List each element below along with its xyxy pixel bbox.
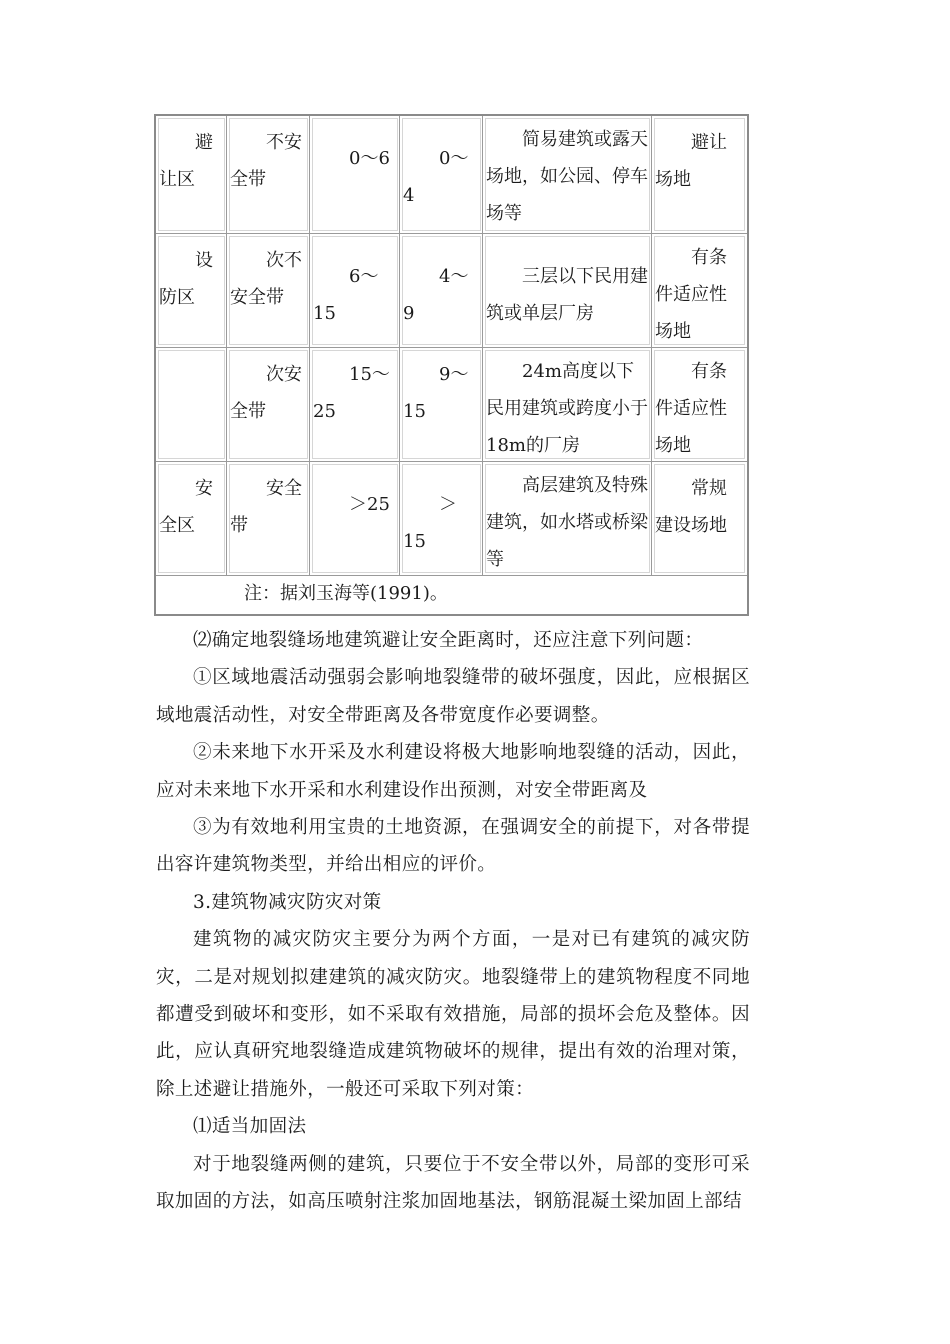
table-cell-zone: 避让区 — [156, 116, 227, 233]
table-cell-building-type: 24m高度以下民用建筑或跨度小于18m的厂房 — [483, 348, 652, 461]
paragraph: ①区域地震活动强弱会影响地裂缝带的破坏强度，因此，应根据区域地震活动性，对安全带距离及各带宽度作必要调整。 — [156, 667, 750, 726]
paragraph: ③为有效地利用宝贵的土地资源，在强调安全的前提下，对各带提出容许建筑物类型，并给出相应的评价。 — [156, 817, 750, 876]
table-cell-building-type: 简易建筑或露天场地，如公园、停车场等 — [483, 116, 652, 233]
table-cell-site-class: 常规建设场地 — [652, 462, 747, 575]
table-cell-belt: 次安全带 — [227, 348, 310, 461]
table-cell-distance-main: 6～15 — [310, 234, 400, 347]
table-cell-belt: 不安全带 — [227, 116, 310, 233]
table-row — [156, 348, 747, 462]
table-cell-distance-main: 0～6 — [310, 116, 400, 233]
table-note: 注：据刘玉海等(1991)。 — [244, 583, 448, 604]
table-cell-zone: 设防区 — [156, 234, 227, 347]
body-text — [156, 622, 750, 1221]
table-note-row — [156, 576, 747, 614]
table-cell-building-type: 高层建筑及特殊建筑，如水塔或桥梁等 — [483, 462, 652, 575]
paragraph: 对于地裂缝两侧的建筑，只要位于不安全带以外，局部的变形可采取加固的方法，如高压喷射注浆加固地基法，钢筋混凝土梁加固上部结 — [156, 1153, 750, 1213]
table-cell-belt: 次不安全带 — [227, 234, 310, 347]
table-cell-belt: 安全带 — [227, 462, 310, 575]
table-cell-site-class: 有条件适应性场地 — [652, 348, 747, 461]
paragraph: ⑵确定地裂缝场地建筑避让安全距离时，还应注意下列问题： — [193, 630, 704, 651]
table-cell-zone — [156, 348, 227, 461]
table-cell-distance-side: 0～4 — [400, 116, 483, 233]
table-cell-distance-side: 9～15 — [400, 348, 483, 461]
table-cell-distance-main: 15～25 — [310, 348, 400, 461]
subsection-heading: ⑴适当加固法 — [193, 1116, 307, 1138]
paragraph: ②未来地下水开采及水利建设将极大地影响地裂缝的活动，因此，应对未来地下水开采和水利建设作出预测，对安全带距离及 — [156, 742, 750, 801]
section-heading: 3.建筑物减灾防灾对策 — [193, 891, 382, 913]
table-cell-distance-side: ＞15 — [400, 462, 483, 575]
zoning-table — [154, 114, 749, 616]
table-row — [156, 462, 747, 576]
table-cell-distance-main: ＞25 — [310, 462, 400, 575]
paragraph: 建筑物的减灾防灾主要分为两个方面，一是对已有建筑的减灾防灾，二是对规划拟建建筑的减灾防灾。地裂缝带上的建筑物程度不同地都遭受到破坏和变形，如不采取有效措施，局部的损坏会危及整体。因此，应认真研究地裂缝造成建筑物破坏的规律，提出有效的治理对策，除上述避让措施外，一般还可采取下列对策： — [156, 929, 750, 1100]
table-row — [156, 116, 747, 234]
table-cell-building-type: 三层以下民用建筑或单层厂房 — [483, 234, 652, 347]
table-cell-zone: 安全区 — [156, 462, 227, 575]
table-cell-site-class: 有条件适应性场地 — [652, 234, 747, 347]
table-cell-site-class: 避让场地 — [652, 116, 747, 233]
table-cell-distance-side: 4～9 — [400, 234, 483, 347]
table-row — [156, 234, 747, 348]
